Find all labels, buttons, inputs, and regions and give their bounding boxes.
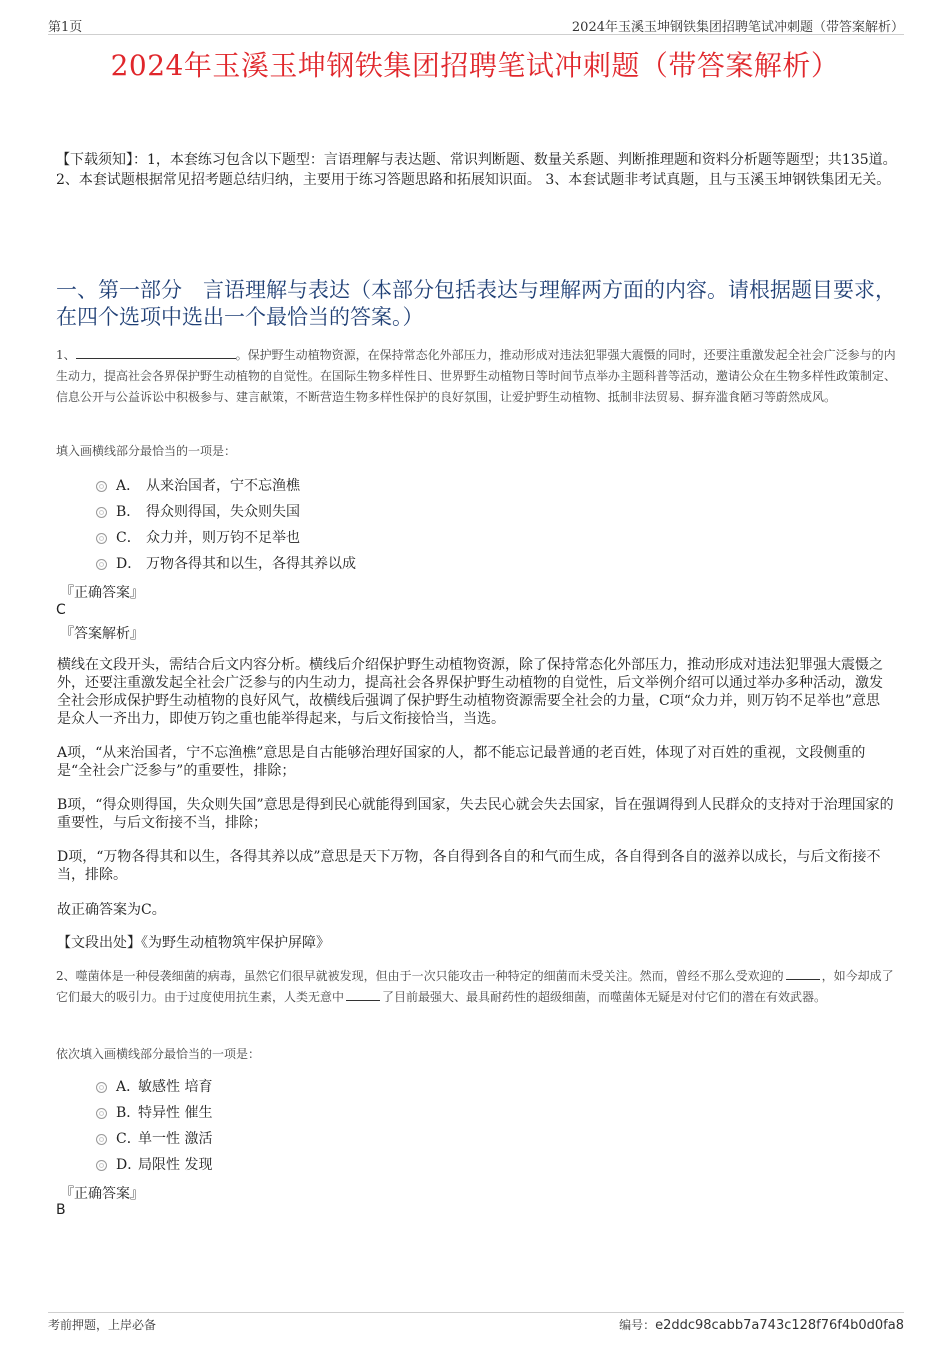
question-1-answer-label: 『正确答案』 [60,585,144,601]
question-1-answer: C [56,602,66,618]
question-1-option-d[interactable]: D． 万物各得其和以生，各得其养以成 [96,550,356,576]
question-1-blank [76,346,236,359]
question-1-analysis-3: B项，“得众则得国，失众则失国”意思是得到民心就能得到国家，失去民心就会失去国家，旨在强调得到人民群众的支持对于治理国家的重要性，与后文衔接不当，排除； [57,797,894,831]
question-2-prompt: 依次填入画横线部分最恰当的一项是： [56,1047,261,1061]
footer-code: 编号：e2ddc98cabb7a743c128f76f4b0d0fa8 [619,1318,904,1333]
radio-icon[interactable] [96,1108,107,1119]
question-2-answer-label: 『正确答案』 [60,1186,144,1202]
question-2-option-b[interactable]: B． 特异性 催生 [96,1099,212,1125]
question-1-option-c[interactable]: C． 众力并，则万钧不足举也 [96,524,356,550]
question-2-option-d[interactable]: D． 局限性 发现 [96,1151,212,1177]
question-1-analysis-1: 横线在文段开头，需结合后文内容分析。横线后介绍保护野生动植物资源，除了保持常态化外部压力，推动形成对违法犯罪强大震慑之外，还要注重激发起全社会广泛参与的内生动力，提高社会各界保护野生动植物的自觉性，后文举例介绍可以通过举办多种活动，激发全社会形成保护野生动植物的良好风气，故横线后强调了保护野生动植物资源需要全社会的力量，C项“众力并，则万钧不足举也”意思是众人一齐出力，即使万钧之重也能举得起来，与后文衔接恰当，当选。 [57,657,883,727]
page-header [48,14,904,35]
radio-icon[interactable] [96,507,107,518]
question-1-body: 。保护野生动植物资源，在保持常态化外部压力，推动形成对违法犯罪强大震慑的同时，还要注重激发起全社会广泛参与的内生动力，提高社会各界保护野生动植物的自觉性。在国际生物多样性日、世界野生动植物日等时间节点举办主题科普等活动，邀请公众在生物多样性政策制定、信息公开与公益诉讼中积极参与、建言献策，不断营造生物多样性保护的良好氛围，让爱护野生动植物、抵制非法贸易、摒弃滥食陋习等蔚然成风。 [56,348,897,404]
question-2-blank-1 [786,967,820,980]
radio-icon[interactable] [96,1082,107,1093]
question-1-analysis-label: 『答案解析』 [60,626,144,642]
question-2-option-c[interactable]: C． 单一性 激活 [96,1125,212,1151]
question-1-source: 【文段出处】《为野生动植物筑牢保护屏障》 [57,935,330,951]
page-number: 第1页 [48,20,83,35]
radio-icon[interactable] [96,559,107,570]
question-2-text: 2、噬菌体是一种侵袭细菌的病毒，虽然它们很早就被发现，但由于一次只能攻击一种特定的细菌而未受关注。然而，曾经不那么受欢迎的 ，如今却成了它们最大的吸引力。由于过度使用抗生素，人类无意中 了目前最强大、最具耐药性的超级细菌，而噬菌体无疑是对付它们的潜在有效武器。 [56,969,894,1004]
footer-slogan: 考前押题，上岸必备 [48,1318,157,1332]
question-2-blank-2 [346,988,380,1001]
radio-icon[interactable] [96,1134,107,1145]
question-1-analysis-5: 故正确答案为C。 [57,902,166,918]
question-1-prompt: 填入画横线部分最恰当的一项是： [56,444,237,458]
question-2-options [96,1073,212,1177]
document-title: 2024年玉溪玉坤钢铁集团招聘笔试冲刺题（带答案解析） [110,49,840,82]
question-1-options [96,472,356,576]
section-title: 一、第一部分 言语理解与表达（本部分包括表达与理解两方面的内容。请根据题目要求，在四个选项中选出一个最恰当的答案。） [56,278,896,329]
download-notice: 【下载须知】：1，本套练习包含以下题型：言语理解与表达题、常识判断题、数量关系题、判断推理题和资料分析题等题型；共135道。 2、本套试题根据常见招考题总结归纳，主要用于练习答题思路和拓展知识面。 3、本套试题非考试真题，且与玉溪玉坤钢铁集团无关。 [56,152,897,188]
radio-icon[interactable] [96,1160,107,1171]
radio-icon[interactable] [96,481,107,492]
radio-icon[interactable] [96,533,107,544]
question-1-analysis-4: D项，“万物各得其和以生，各得其养以成”意思是天下万物，各自得到各自的和气而生成，各自得到各自的滋养以成长，与后文衔接不当，排除。 [57,849,881,883]
question-1-number: 1、 [56,348,76,362]
question-1-analysis-2: A项，“从来治国者，宁不忘渔樵”意思是自古能够治理好国家的人，都不能忘记最普通的老百姓，体现了对百姓的重视，文段侧重的是“全社会广泛参与”的重要性，排除； [57,745,866,779]
question-1-option-a[interactable]: A． 从来治国者，宁不忘渔樵 [96,472,356,498]
question-1-text [56,345,900,408]
header-doc-title: 2024年玉溪玉坤钢铁集团招聘笔试冲刺题（带答案解析） [571,20,904,35]
page-footer [48,1312,904,1335]
question-2-answer: B [56,1202,66,1218]
question-1-option-b[interactable]: B． 得众则得国，失众则失国 [96,498,356,524]
question-2-option-a[interactable]: A． 敏感性 培育 [96,1073,212,1099]
